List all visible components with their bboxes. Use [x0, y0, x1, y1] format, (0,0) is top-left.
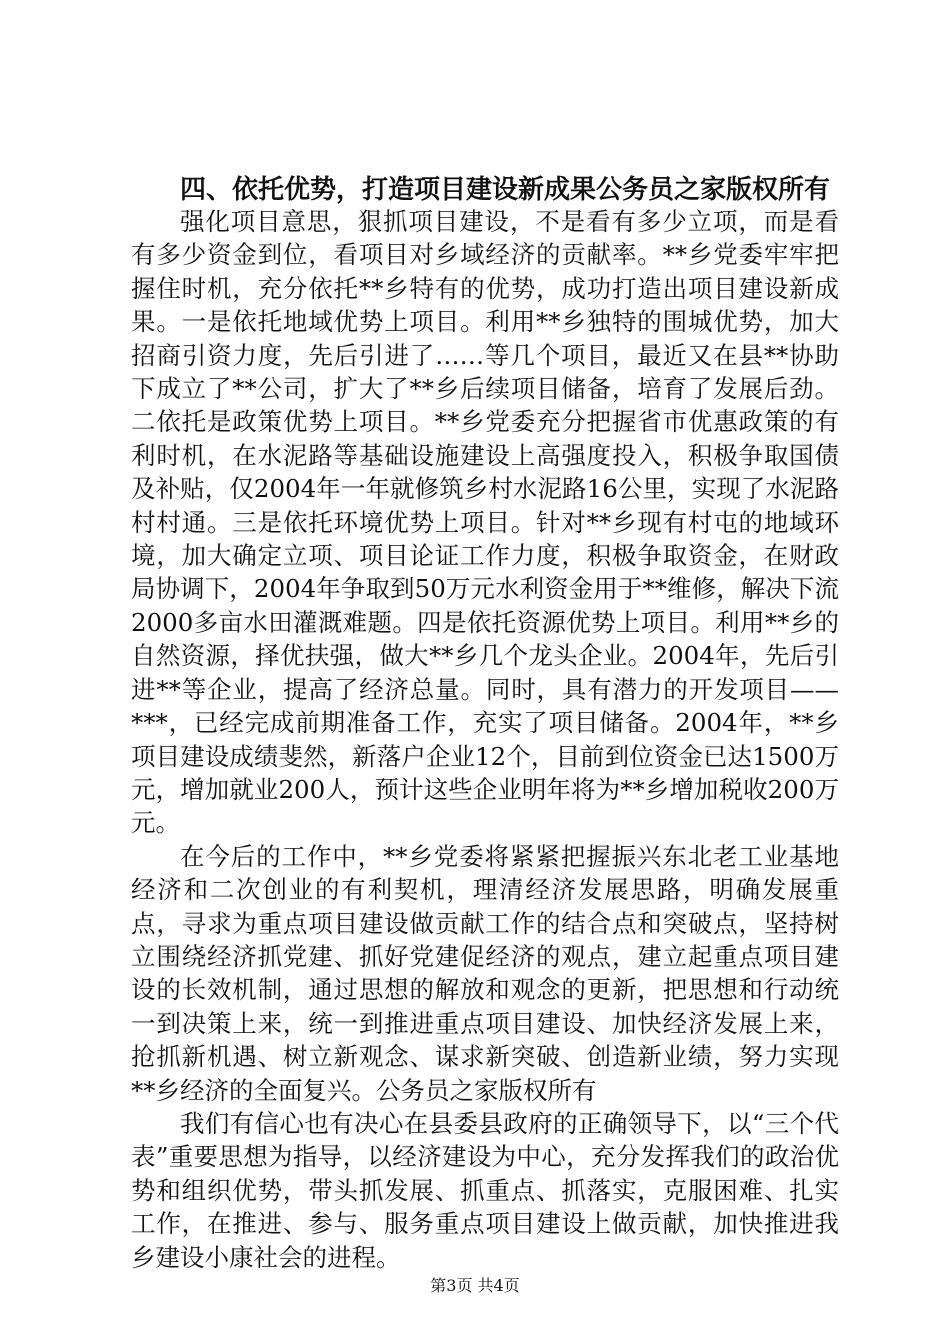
page-footer: 第3页 共4页	[430, 1276, 520, 1295]
paragraph-confidence: 我们有信心也有决心在县委县政府的正确领导下，以“三个代表”重要思想为指导，以经济建设为中心，充分发挥我们的政治优势和组织优势，带头抓发展、抓重点、抓落实，克服困难、扎实工作，在推进、参与、服务重点项目建设上做贡献，加快推进我乡建设小康社会的进程。	[131, 1108, 839, 1272]
document-body	[131, 205, 839, 1274]
paragraph-future-work: 在今后的工作中，**乡党委将紧紧把握振兴东北老工业基地经济和二次创业的有利契机，理清经济发展思路，明确发展重点，寻求为重点项目建设做贡献工作的结合点和突破点，坚持树立围绕经济抓党建、抓好党建促经济的观点，建立起重点项目建设的长效机制，通过思想的解放和观念的更新，把思想和行动统一到决策上来，统一到推进重点项目建设、加快经济发展上来，抢抓新机遇、树立新观念、谋求新突破、创造新业绩，努力实现**乡经济的全面复兴。公务员之家版权所有	[131, 841, 839, 1105]
paragraph-project-achievements: 强化项目意思，狠抓项目建设，不是看有多少立项，而是看有多少资金到位，看项目对乡域经济的贡献率。**乡党委牢牢把握住时机，充分依托**乡特有的优势，成功打造出项目建设新成果。一是依托地域优势上项目。利用**乡独特的围城优势，加大招商引资力度，先后引进了……等几个项目，最近又在县**协助下成立了**公司，扩大了**乡后续项目储备，培育了发展后劲。二依托是政策优势上项目。**乡党委充分把握省市优惠政策的有利时机，在水泥路等基础设施建设上高强度投入，积极争取国债及补贴，仅2004年一年就修筑乡村水泥路16公里，实现了水泥路村村通。三是依托环境优势上项目。针对**乡现有村屯的地域环境，加大确定立项、项目论证工作力度，积极争取资金，在财政局协调下，2004年争取到50万元水利资金用于**维修，解决下流2000多亩水田灌溉难题。四是依托资源优势上项目。利用**乡的自然资源，择优扶强，做大**乡几个龙头企业。2004年，先后引进**等企业，提高了经济总量。同时，具有潜力的开发项目——***，已经完成前期准备工作，充实了项目储备。2004年，**乡项目建设成绩斐然，新落户企业12个，目前到位资金已达1500万元，增加就业200人，预计这些企业明年将为**乡增加税收200万元。	[131, 207, 839, 838]
section-heading: 四、依托优势，打造项目建设新成果公务员之家版权所有	[180, 175, 831, 205]
